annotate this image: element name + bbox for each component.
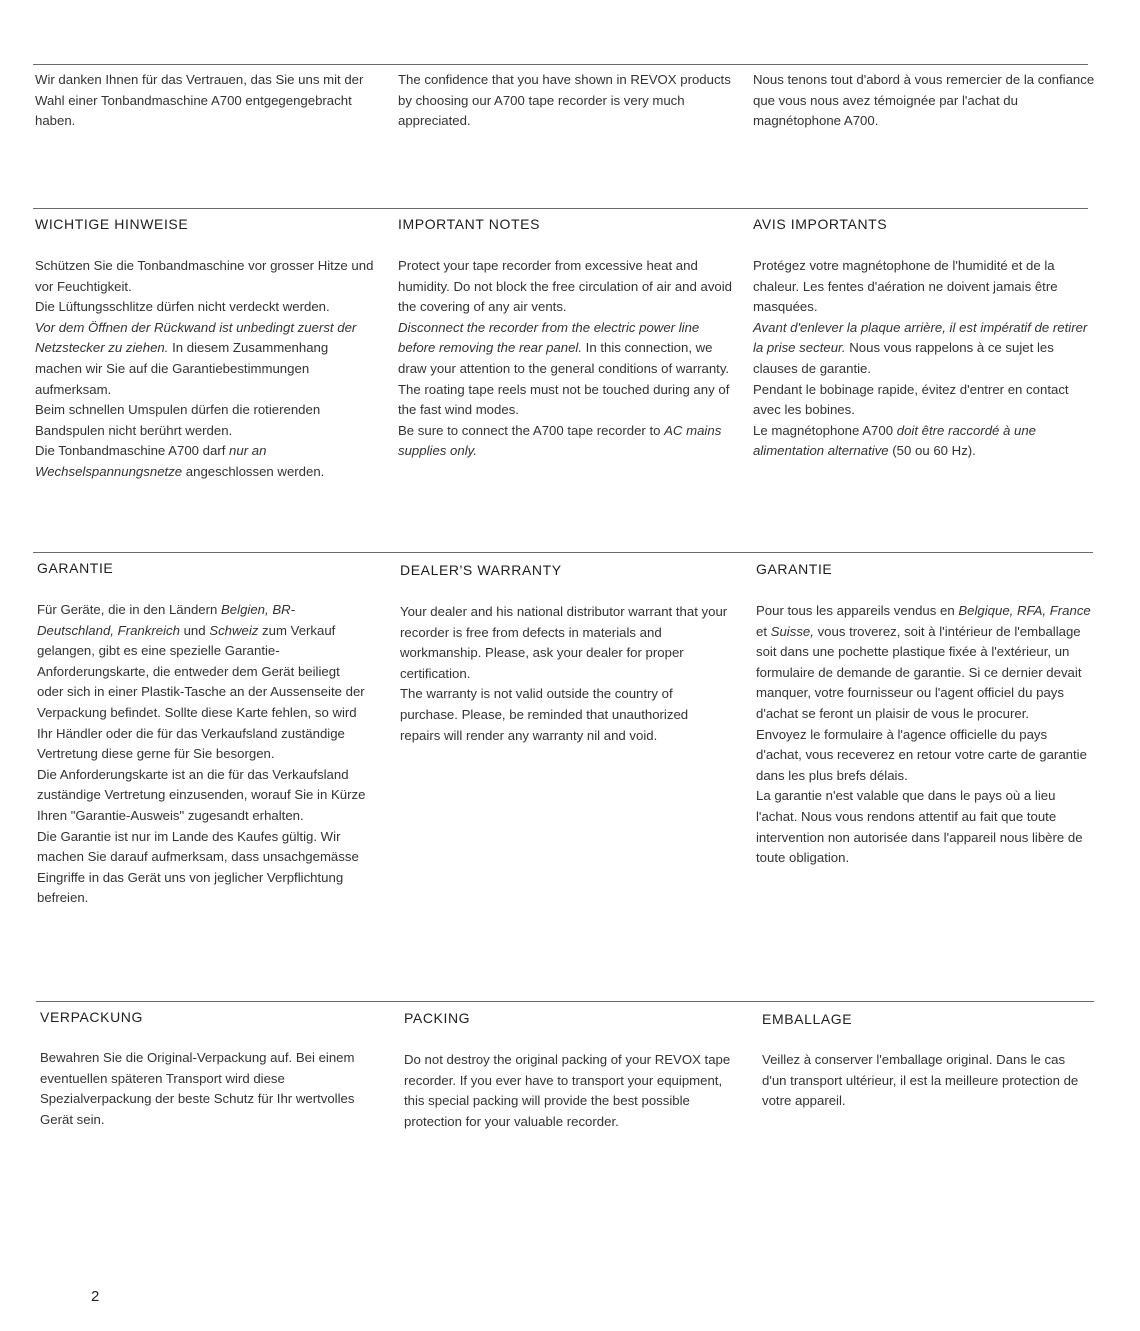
intro-en xyxy=(398,70,733,132)
warranty-fr xyxy=(756,601,1091,869)
notes-de-p5-post: angeschlossen werden. xyxy=(182,463,325,479)
packing-en xyxy=(404,1050,736,1132)
warranty-en-p1: Your dealer and his national distributor warrant that your recorder is free from defects in materials and workmanship. Please, ask your dealer for proper certification. xyxy=(400,604,728,681)
warranty-de-p1-a: Für Geräte, die in den Ländern xyxy=(37,602,222,617)
notes-de-p2: Die Lüftungsschlitze dürfen nicht verdeckt werden. xyxy=(35,299,330,315)
notes-de-heading: WICHTIGE HINWEISE xyxy=(35,216,189,232)
notes-fr-p2-em: Avant d'enlever la plaque arrière, il est impératif de retirer la prise secteur. xyxy=(753,319,1088,356)
rule-warranty xyxy=(33,552,1093,553)
packing-fr-heading: EMBALLAGE xyxy=(762,1011,853,1027)
notes-fr-p4-em: doit être raccordé à une alimentation alternative xyxy=(753,422,1037,459)
warranty-fr-p1-c: et xyxy=(756,623,771,639)
warranty-de xyxy=(37,600,367,909)
notes-de-p1: Schützen Sie die Tonbandmaschine vor grosser Hitze und vor Feuchtigkeit. xyxy=(35,258,374,294)
notes-en-p4 xyxy=(398,421,733,462)
intro-en-text: The confidence that you have shown in REVOX products by choosing our A700 tape recorder is very much appreciated. xyxy=(398,72,731,129)
notes-de-p4: Beim schnellen Umspulen dürfen die rotierenden Bandspulen nicht berührt werden. xyxy=(35,402,321,438)
intro-de xyxy=(35,70,380,132)
notes-fr-p3: Pendant le bobinage rapide, évitez d'entrer en contact avec les bobines. xyxy=(753,381,1069,418)
notes-de-p5 xyxy=(35,441,375,482)
notes-en-p3: The roating tape reels must not be touched during any of the fast wind modes. xyxy=(398,381,730,418)
intro-fr xyxy=(753,70,1098,132)
notes-fr-p2-rest: Nous vous rappelons à ce sujet les clauses de garantie. xyxy=(753,340,1054,376)
rule-top xyxy=(33,64,1088,65)
notes-de-p5-pre: Die Tonbandmaschine A700 darf xyxy=(35,443,230,459)
warranty-fr-p1-b: Belgique, RFA, France xyxy=(958,603,1091,618)
notes-en xyxy=(398,256,733,462)
page-number: 2 xyxy=(91,1288,100,1305)
warranty-fr-p1-a: Pour tous les appareils vendus en xyxy=(756,603,959,618)
packing-en-heading: PACKING xyxy=(404,1010,471,1026)
notes-fr-p4 xyxy=(753,421,1098,462)
intro-de-text: Wir danken Ihnen für das Vertrauen, das Sie uns mit der Wahl einer Tonbandmaschine A700 entgegengebracht haben. xyxy=(35,72,364,129)
notes-en-p2-em: Disconnect the recorder from the electric power line before removing the rear panel. xyxy=(398,319,700,356)
warranty-fr-p2: Envoyez le formulaire à l'agence officielle du pays d'achat, vous receverez en retour votre carte de garantie dans les plus brefs délais. xyxy=(756,726,1087,783)
notes-en-p4-em: AC mains supplies only. xyxy=(398,422,722,459)
warranty-fr-p3: La garantie n'est valable que dans le pays où a lieu l'achat. Nous vous rendons attentif au fait que toute intervention non autorisée dans l'appareil nous libère de toute obligation. xyxy=(756,788,1083,866)
warranty-fr-p1-e: vous troverez, soit à l'intérieur de l'emballage soit dans une pochette plastique fixée à l'extérieur, un formulaire de demande de garantie. Si ce dernier devait manquer, votre fournisseur ou l'agent officiel du pays d'achat se feront un plaisir de vous le procurer. xyxy=(756,623,1082,721)
rule-notes xyxy=(33,208,1088,209)
warranty-en xyxy=(400,602,732,746)
warranty-de-p1-e: zum Verkauf gelangen, gibt es eine spezielle Garantie-Anforderungskarte, die entweder dem Gerät beiliegt oder sich in einer Plastik-Tasche an der Aussenseite der Verpackung befindet. Sollte diese Karte fehlen, so wird Ihr Händler oder die für das Verkaufsland zuständige Vertretung diese gerne für Sie besorgen. xyxy=(37,622,365,762)
notes-fr-p4-post: (50 ou 60 Hz). xyxy=(888,443,976,459)
warranty-de-p1-d: Schweiz xyxy=(209,622,259,638)
warranty-de-p1 xyxy=(37,600,367,765)
notes-en-p2-rest: In this connection, we draw your attention to the general conditions of warranty. xyxy=(398,340,730,376)
notes-fr-p2 xyxy=(753,318,1098,380)
packing-de-heading: VERPACKUNG xyxy=(40,1009,143,1025)
warranty-de-p1-b: Belgien, BR-Deutschland, Frankreich xyxy=(37,602,296,638)
warranty-en-p2: The warranty is not valid outside the country of purchase. Please, be reminded that unauthorized repairs will render any warranty nil and void. xyxy=(400,686,689,743)
notes-de-p3-em: Vor dem Öffnen der Rückwand ist unbedingt zuerst der Netzstecker zu ziehen. xyxy=(35,319,357,356)
notes-de xyxy=(35,256,375,483)
warranty-de-p3: Die Garantie ist nur im Lande des Kaufes gültig. Wir machen Sie darauf aufmerksam, dass unsachgemässe Eingriffe in das Gerät uns von jeglicher Verpflichtung befreien. xyxy=(37,828,359,906)
warranty-de-p2: Die Anforderungskarte ist an die für das Verkaufsland zuständige Vertretung einzusenden, worauf Sie in Kürze Ihren "Garantie-Ausweis" zugesandt erhalten. xyxy=(37,766,366,823)
notes-de-p5-em: nur an Wechselspannungsnetze xyxy=(35,443,267,479)
packing-de xyxy=(40,1048,375,1130)
packing-de-p1: Bewahren Sie die Original-Verpackung auf. Bei einem eventuellen späteren Transport wird diese Spezialverpackung der beste Schutz für Ihr wertvolles Gerät sein. xyxy=(40,1050,355,1127)
warranty-de-p1-c: und xyxy=(179,622,210,638)
notes-fr-heading: AVIS IMPORTANTS xyxy=(753,216,888,232)
warranty-de-heading: GARANTIE xyxy=(37,560,114,576)
notes-de-p3-rest: In diesem Zusammenhang machen wir Sie auf die Garantiebestimmungen aufmerksam. xyxy=(35,340,329,397)
rule-packing xyxy=(36,1001,1094,1002)
notes-en-p1: Protect your tape recorder from excessive heat and humidity. Do not block the free circulation of air and avoid the covering of any air vents. xyxy=(398,258,733,315)
warranty-fr-p1-d: Suisse, xyxy=(770,623,814,639)
notes-en-p4-pre: Be sure to connect the A700 tape recorder to xyxy=(398,422,665,438)
notes-fr-p4-pre: Le magnétophone A700 xyxy=(753,422,897,438)
intro-fr-text: Nous tenons tout d'abord à vous remercier de la confiance que vous nous avez témoignée par l'achat du magnétophone A700. xyxy=(753,72,1095,129)
packing-fr-p1: Veillez à conserver l'emballage original. Dans le cas d'un transport ultérieur, il est la meilleure protection de votre appareil. xyxy=(762,1052,1079,1109)
warranty-en-heading: DEALER'S WARRANTY xyxy=(400,562,562,578)
notes-en-heading: IMPORTANT NOTES xyxy=(398,216,541,232)
warranty-fr-p1 xyxy=(756,601,1091,725)
notes-fr-p1: Protégez votre magnétophone de l'humidité et de la chaleur. Les fentes d'aération ne doivent jamais être masquées. xyxy=(753,258,1058,315)
warranty-fr-heading: GARANTIE xyxy=(756,561,833,577)
packing-en-p1: Do not destroy the original packing of your REVOX tape recorder. If you ever have to transport your equipment, this special packing will provide the best possible protection for your valuable recorder. xyxy=(404,1052,731,1129)
notes-fr xyxy=(753,256,1098,462)
notes-en-p2 xyxy=(398,318,733,380)
packing-fr xyxy=(762,1050,1092,1112)
notes-de-p3 xyxy=(35,318,375,400)
